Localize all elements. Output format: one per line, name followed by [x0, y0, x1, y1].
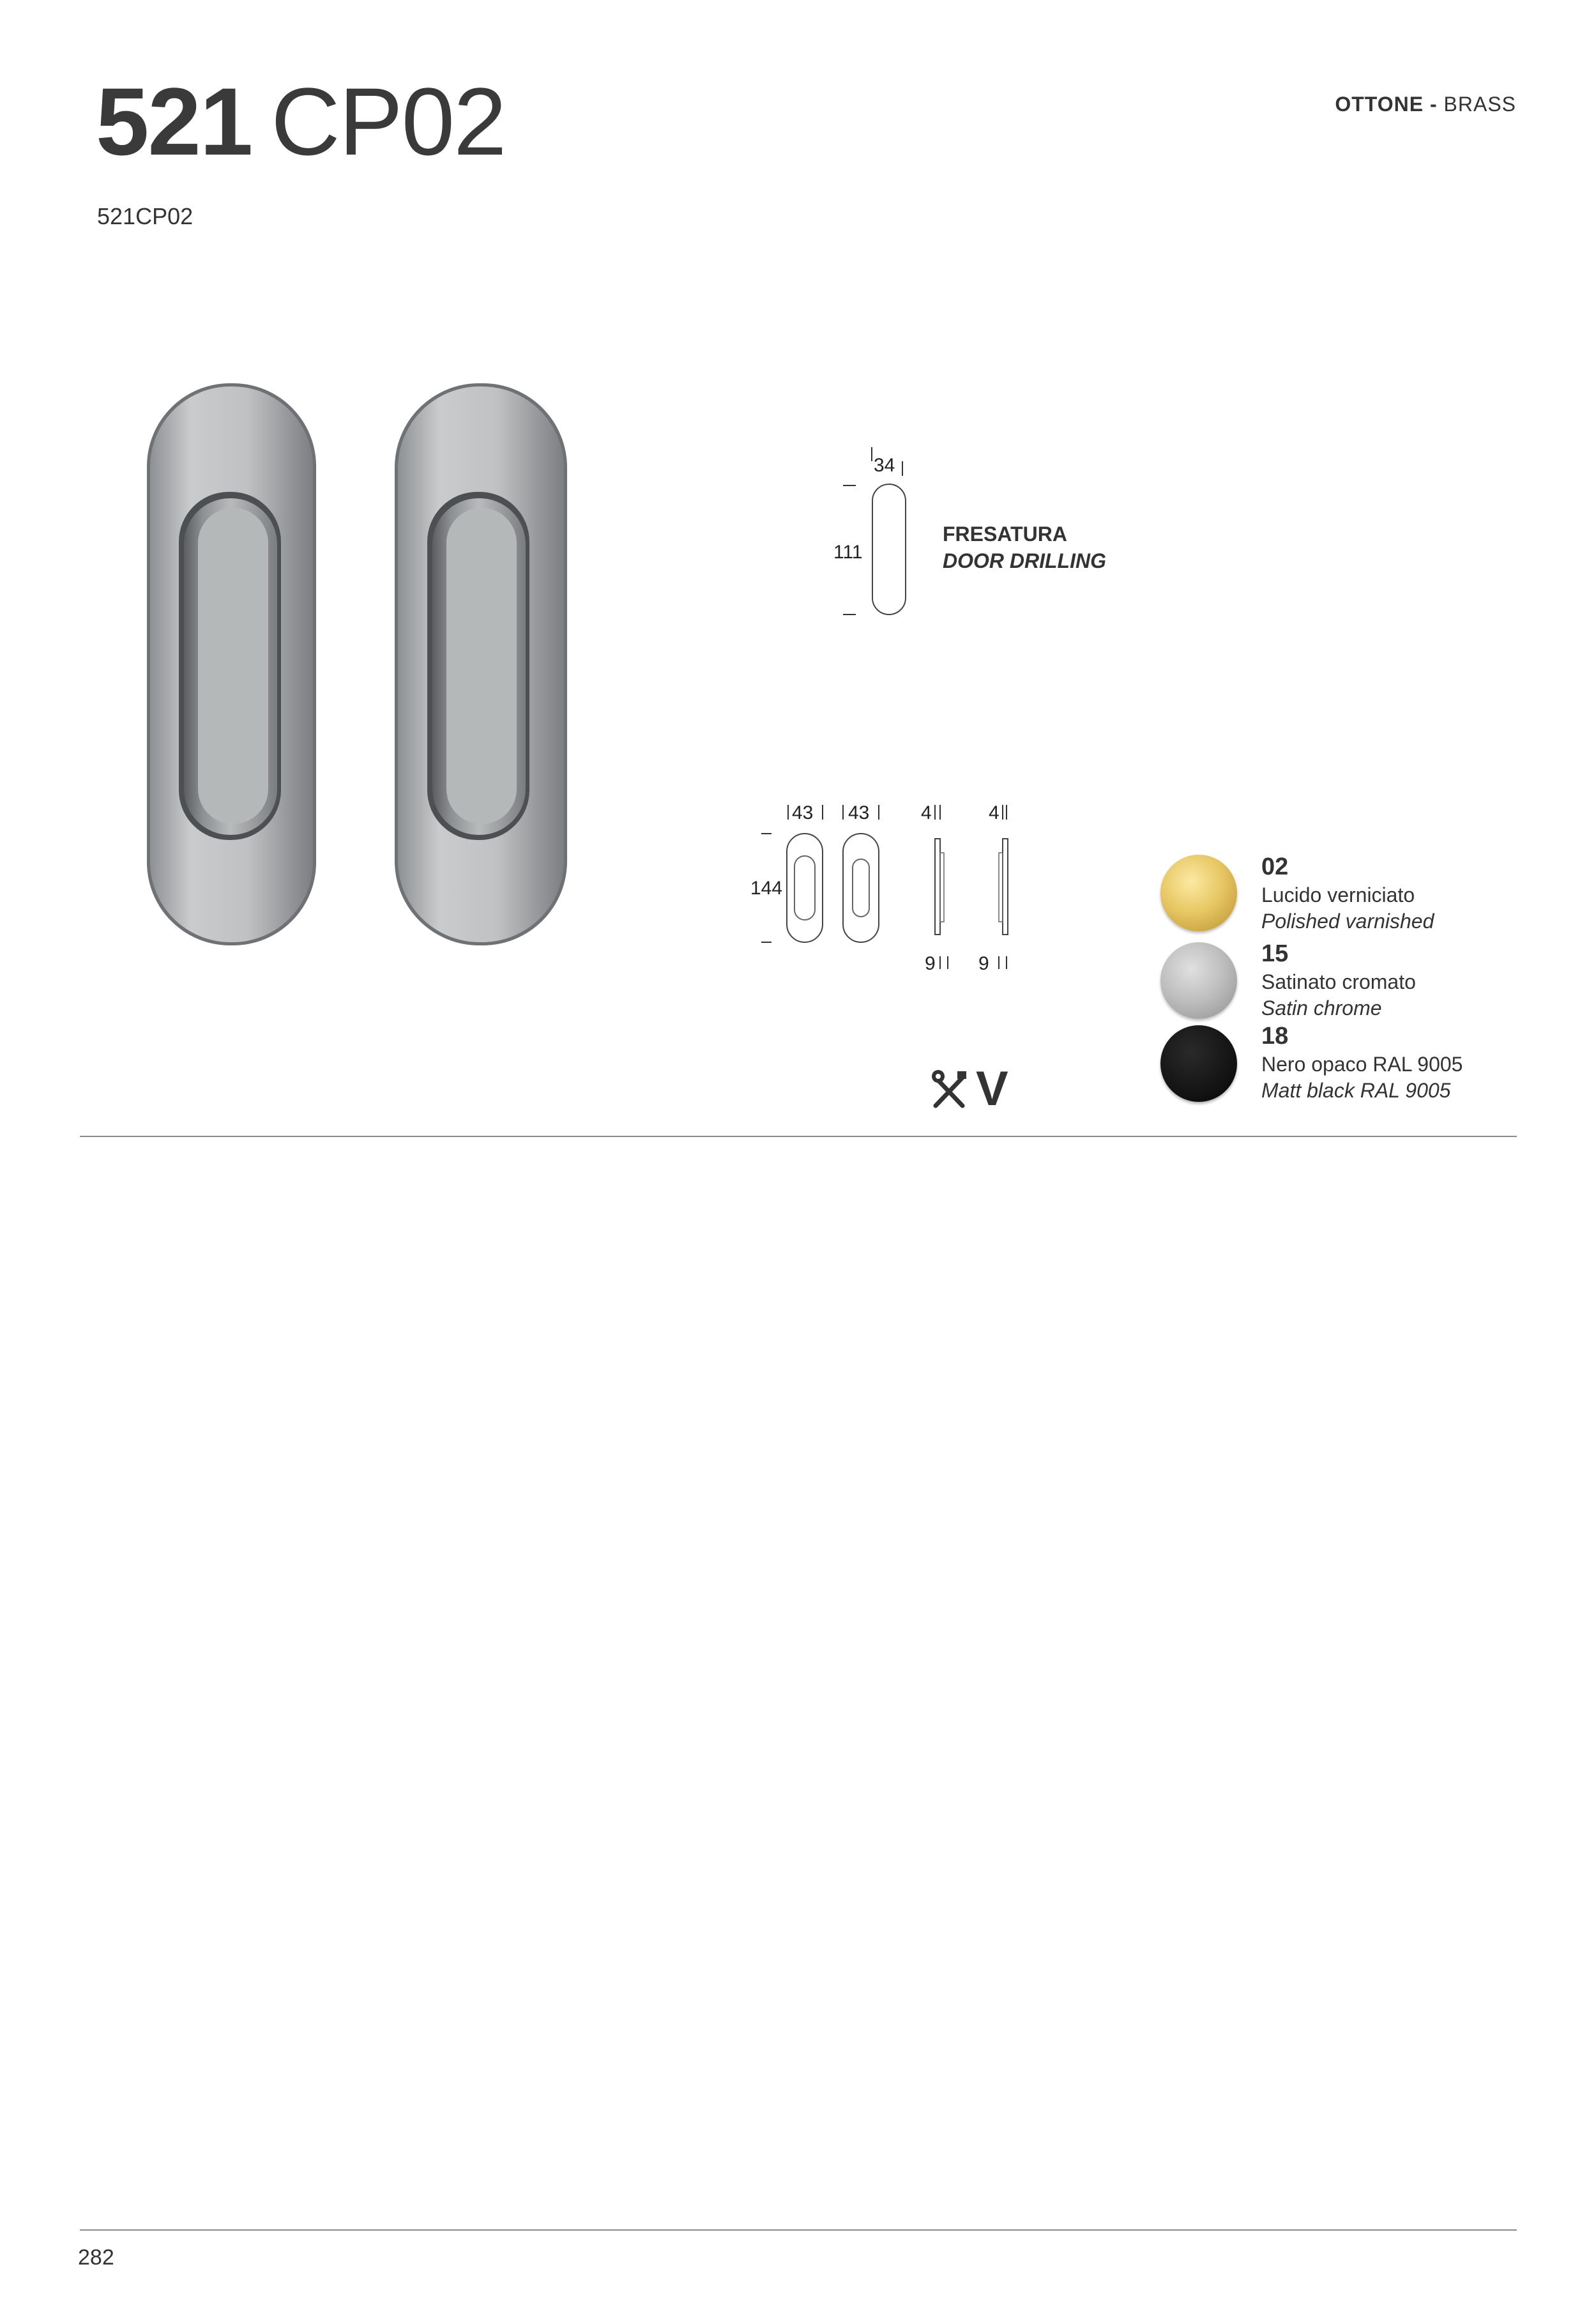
finish-name-it-15: Satinato cromato — [1261, 970, 1416, 993]
dim-height: 144 — [750, 878, 783, 899]
material-separator: - — [1429, 93, 1438, 116]
finish-code-02: 02 — [1261, 853, 1289, 880]
product-photo — [144, 380, 578, 955]
swatch-matt-black — [1160, 1025, 1237, 1102]
swatch-satin-chrome — [1160, 942, 1237, 1019]
dim-thickness-right: 4 — [989, 802, 999, 823]
dim-depth-right: 9 — [978, 953, 989, 974]
finish-name-it-18: Nero opaco RAL 9005 — [1261, 1053, 1463, 1076]
dim-width-front: 43 — [792, 802, 814, 823]
page-number: 282 — [78, 2245, 114, 2270]
drilling-width: 34 — [874, 455, 895, 476]
footer-divider — [80, 2229, 1517, 2231]
material-italian: OTTONE — [1335, 93, 1424, 116]
finish-name-en-15: Satin chrome — [1261, 997, 1382, 1020]
product-code: 521CP02 — [97, 203, 194, 229]
section-divider — [80, 1136, 1517, 1137]
finish-name-it-02: Lucido verniciato — [1261, 883, 1415, 906]
drilling-label-it: FRESATURA — [943, 523, 1067, 546]
drilling-height: 111 — [833, 542, 863, 563]
pull-handle-left — [147, 383, 316, 945]
dim-thickness-left: 4 — [921, 802, 932, 823]
version-v-icon: V — [976, 1062, 1008, 1116]
product-title — [96, 68, 506, 175]
model-number: 521 — [96, 68, 252, 175]
drilling-label — [943, 521, 1106, 574]
wrench-screwdriver-icon — [929, 1064, 969, 1115]
material-english: BRASS — [1443, 93, 1516, 116]
finish-name-en-02: Polished varnished — [1261, 910, 1434, 933]
finish-name-en-18: Matt black RAL 9005 — [1261, 1079, 1451, 1102]
dimension-drawings — [754, 802, 1022, 968]
finish-code-18: 18 — [1261, 1023, 1289, 1050]
swatch-polished-varnished — [1160, 855, 1237, 931]
dim-depth-left: 9 — [925, 953, 936, 974]
drilling-label-en: DOOR DRILLING — [943, 549, 1106, 572]
model-suffix: CP02 — [271, 68, 506, 175]
material-label — [1335, 93, 1516, 116]
pull-handle-right — [395, 383, 567, 945]
finish-code-15: 15 — [1261, 940, 1289, 967]
dim-width-back: 43 — [848, 802, 870, 823]
